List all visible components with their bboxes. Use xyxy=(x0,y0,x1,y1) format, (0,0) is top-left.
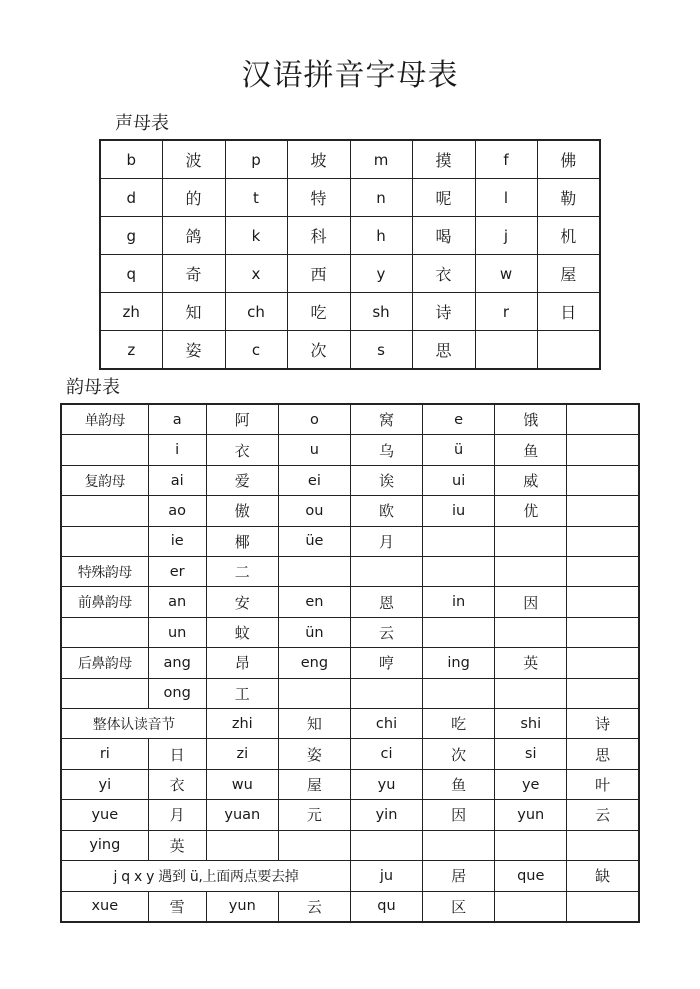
zhengti-row xyxy=(61,800,639,830)
zhengti-row xyxy=(61,769,639,799)
yunmu-pinyin-cell: e xyxy=(423,404,495,435)
shengmu-hanzi-cell: 次 xyxy=(287,331,350,370)
shengmu-pinyin-cell: x xyxy=(225,255,287,293)
shengmu-hanzi-cell: 西 xyxy=(287,255,350,293)
yunmu-pinyin-cell: ing xyxy=(423,648,495,678)
zhengti-pinyin-cell: si xyxy=(495,739,567,769)
yunmu-pinyin-cell: ie xyxy=(148,526,206,556)
yunmu-hanzi-cell: 优 xyxy=(495,496,567,526)
zhengti-hanzi-cell: 姿 xyxy=(278,739,350,769)
shengmu-pinyin-cell: g xyxy=(100,217,162,255)
shengmu-hanzi-cell: 知 xyxy=(162,293,225,331)
shengmu-row xyxy=(100,217,600,255)
rule-pinyin-cell: yun xyxy=(206,891,278,922)
shengmu-hanzi-cell: 坡 xyxy=(287,140,350,179)
yunmu-hanzi-cell xyxy=(350,678,422,708)
rule-hanzi-cell: 缺 xyxy=(567,861,639,891)
zhengti-row xyxy=(61,830,639,860)
yunmu-hanzi-cell: 云 xyxy=(350,617,422,647)
yunmu-pinyin-cell: a xyxy=(148,404,206,435)
yunmu-pinyin-cell xyxy=(567,496,639,526)
yunmu-hanzi-cell xyxy=(495,617,567,647)
zhengti-pinyin-cell: yu xyxy=(350,769,422,799)
yunmu-hanzi-cell: 鱼 xyxy=(495,435,567,465)
rule-pinyin-cell: xue xyxy=(61,891,148,922)
shengmu-pinyin-cell: t xyxy=(225,179,287,217)
yunmu-row xyxy=(61,435,639,465)
shengmu-hanzi-cell: 呢 xyxy=(412,179,475,217)
shengmu-hanzi-cell: 思 xyxy=(412,331,475,370)
yunmu-pinyin-cell xyxy=(567,435,639,465)
yunmu-hanzi-cell xyxy=(350,557,422,587)
yunmu-row xyxy=(61,404,639,435)
yunmu-hanzi-cell: 窝 xyxy=(350,404,422,435)
yunmu-hanzi-cell: 威 xyxy=(495,465,567,495)
zhengti-hanzi-cell: 诗 xyxy=(567,709,639,739)
yunmu-pinyin-cell: ang xyxy=(148,648,206,678)
yunmu-row xyxy=(61,617,639,647)
zhengti-pinyin-cell xyxy=(350,830,422,860)
shengmu-hanzi-cell: 屋 xyxy=(537,255,600,293)
zhengti-header-row xyxy=(61,709,639,739)
yunmu-pinyin-cell: üe xyxy=(278,526,350,556)
yunmu-row xyxy=(61,648,639,678)
yunmu-pinyin-cell xyxy=(423,526,495,556)
shengmu-hanzi-cell: 衣 xyxy=(412,255,475,293)
zhengti-hanzi-cell xyxy=(278,830,350,860)
zhengti-pinyin-cell: ci xyxy=(350,739,422,769)
zhengti-hanzi-cell: 日 xyxy=(148,739,206,769)
zhengti-hanzi-cell: 知 xyxy=(278,709,350,739)
shengmu-pinyin-cell: l xyxy=(475,179,537,217)
yunmu-hanzi-cell xyxy=(495,678,567,708)
yunmu-hanzi-cell: 安 xyxy=(206,587,278,617)
rule-pinyin-cell: qu xyxy=(350,891,422,922)
zhengti-hanzi-cell: 屋 xyxy=(278,769,350,799)
yunmu-pinyin-cell xyxy=(567,465,639,495)
shengmu-row xyxy=(100,255,600,293)
zhengti-pinyin-cell: zi xyxy=(206,739,278,769)
yunmu-row xyxy=(61,587,639,617)
yunmu-hanzi-cell xyxy=(495,557,567,587)
yunmu-category-cell: 复韵母 xyxy=(61,465,148,495)
yunmu-pinyin-cell xyxy=(567,526,639,556)
yunmu-row xyxy=(61,526,639,556)
shengmu-row xyxy=(100,293,600,331)
yunmu-pinyin-cell xyxy=(567,617,639,647)
zhengti-pinyin-cell xyxy=(495,830,567,860)
rule-pinyin-cell: que xyxy=(495,861,567,891)
yunmu-pinyin-cell xyxy=(423,557,495,587)
yunmu-pinyin-cell: u xyxy=(278,435,350,465)
yunmu-pinyin-cell: ong xyxy=(148,678,206,708)
yunmu-hanzi-cell: 饿 xyxy=(495,404,567,435)
zhengti-label-cell: 整体认读音节 xyxy=(61,709,206,739)
zhengti-hanzi-cell: 衣 xyxy=(148,769,206,799)
zhengti-pinyin-cell: shi xyxy=(495,709,567,739)
shengmu-pinyin-cell: n xyxy=(350,179,412,217)
zhengti-pinyin-cell: zhi xyxy=(206,709,278,739)
yunmu-hanzi-cell: 工 xyxy=(206,678,278,708)
shengmu-hanzi-cell: 机 xyxy=(537,217,600,255)
zhengti-pinyin-cell: ri xyxy=(61,739,148,769)
shengmu-pinyin-cell: d xyxy=(100,179,162,217)
yunmu-row xyxy=(61,465,639,495)
yunmu-hanzi-cell: 爱 xyxy=(206,465,278,495)
zhengti-hanzi-cell: 元 xyxy=(278,800,350,830)
shengmu-hanzi-cell: 波 xyxy=(162,140,225,179)
yunmu-pinyin-cell: ao xyxy=(148,496,206,526)
zhengti-hanzi-cell: 叶 xyxy=(567,769,639,799)
shengmu-pinyin-cell: c xyxy=(225,331,287,370)
yunmu-hanzi-cell: 衣 xyxy=(206,435,278,465)
zhengti-hanzi-cell xyxy=(567,830,639,860)
yunmu-pinyin-cell: an xyxy=(148,587,206,617)
shengmu-hanzi-cell: 勒 xyxy=(537,179,600,217)
shengmu-hanzi-cell: 诗 xyxy=(412,293,475,331)
yunmu-hanzi-cell: 欧 xyxy=(350,496,422,526)
zhengti-hanzi-cell: 吃 xyxy=(423,709,495,739)
yunmu-hanzi-cell: 诶 xyxy=(350,465,422,495)
zhengti-hanzi-cell: 因 xyxy=(423,800,495,830)
yunmu-row xyxy=(61,678,639,708)
yunmu-pinyin-cell: ün xyxy=(278,617,350,647)
shengmu-hanzi-cell: 鸽 xyxy=(162,217,225,255)
shengmu-pinyin-cell: w xyxy=(475,255,537,293)
yunmu-category-cell xyxy=(61,678,148,708)
yunmu-table xyxy=(60,403,640,923)
yunmu-pinyin-cell: ui xyxy=(423,465,495,495)
yunmu-pinyin-cell: in xyxy=(423,587,495,617)
zhengti-pinyin-cell: yin xyxy=(350,800,422,830)
yunmu-pinyin-cell xyxy=(567,678,639,708)
shengmu-hanzi-cell: 科 xyxy=(287,217,350,255)
yunmu-pinyin-cell xyxy=(567,648,639,678)
shengmu-hanzi-cell: 喝 xyxy=(412,217,475,255)
zhengti-pinyin-cell: wu xyxy=(206,769,278,799)
shengmu-hanzi-cell: 特 xyxy=(287,179,350,217)
shengmu-hanzi-cell: 摸 xyxy=(412,140,475,179)
rule-pinyin-cell xyxy=(495,891,567,922)
zhengti-hanzi-cell: 英 xyxy=(148,830,206,860)
zhengti-pinyin-cell: ye xyxy=(495,769,567,799)
yunmu-hanzi-cell: 蚊 xyxy=(206,617,278,647)
yunmu-row xyxy=(61,496,639,526)
shengmu-pinyin-cell: q xyxy=(100,255,162,293)
shengmu-pinyin-cell: j xyxy=(475,217,537,255)
rule-note-cell: j q x y 遇到 ü,上面两点要去掉 xyxy=(61,861,350,891)
shengmu-hanzi-cell: 的 xyxy=(162,179,225,217)
yunmu-hanzi-cell xyxy=(495,526,567,556)
rule-hanzi-cell xyxy=(567,891,639,922)
yunmu-hanzi-cell: 乌 xyxy=(350,435,422,465)
shengmu-pinyin-cell: sh xyxy=(350,293,412,331)
yunmu-pinyin-cell: iu xyxy=(423,496,495,526)
shengmu-hanzi-cell: 吃 xyxy=(287,293,350,331)
yunmu-pinyin-cell: o xyxy=(278,404,350,435)
yunmu-pinyin-cell: ü xyxy=(423,435,495,465)
zhengti-hanzi-cell: 月 xyxy=(148,800,206,830)
shengmu-pinyin-cell: s xyxy=(350,331,412,370)
yunmu-pinyin-cell: ai xyxy=(148,465,206,495)
zhengti-hanzi-cell: 云 xyxy=(567,800,639,830)
yunmu-hanzi-cell: 昂 xyxy=(206,648,278,678)
zhengti-pinyin-cell: chi xyxy=(350,709,422,739)
shengmu-pinyin-cell: h xyxy=(350,217,412,255)
yunmu-pinyin-cell xyxy=(567,587,639,617)
yunmu-category-cell: 单韵母 xyxy=(61,404,148,435)
rule-header-row xyxy=(61,861,639,891)
shengmu-pinyin-cell: f xyxy=(475,140,537,179)
yunmu-hanzi-cell: 哼 xyxy=(350,648,422,678)
page-title: 汉语拼音字母表 xyxy=(241,58,459,93)
zhengti-hanzi-cell: 次 xyxy=(423,739,495,769)
yunmu-category-cell: 特殊韵母 xyxy=(61,557,148,587)
shengmu-row xyxy=(100,331,600,370)
shengmu-hanzi-cell: 佛 xyxy=(537,140,600,179)
shengmu-table xyxy=(99,139,601,370)
shengmu-section-label: 声母表 xyxy=(115,113,169,134)
zhengti-pinyin-cell: yue xyxy=(61,800,148,830)
shengmu-pinyin-cell: k xyxy=(225,217,287,255)
shengmu-pinyin-cell: b xyxy=(100,140,162,179)
yunmu-category-cell: 前鼻韵母 xyxy=(61,587,148,617)
yunmu-hanzi-cell: 傲 xyxy=(206,496,278,526)
zhengti-hanzi-cell: 鱼 xyxy=(423,769,495,799)
yunmu-pinyin-cell xyxy=(423,617,495,647)
yunmu-pinyin-cell: un xyxy=(148,617,206,647)
yunmu-pinyin-cell xyxy=(423,678,495,708)
shengmu-pinyin-cell: z xyxy=(100,331,162,370)
yunmu-category-cell xyxy=(61,617,148,647)
rule-pinyin-cell: ju xyxy=(350,861,422,891)
shengmu-hanzi-cell: 奇 xyxy=(162,255,225,293)
yunmu-category-cell xyxy=(61,435,148,465)
shengmu-pinyin-cell: m xyxy=(350,140,412,179)
rule-hanzi-cell: 云 xyxy=(278,891,350,922)
zhengti-row xyxy=(61,739,639,769)
shengmu-pinyin-cell: r xyxy=(475,293,537,331)
yunmu-pinyin-cell: i xyxy=(148,435,206,465)
yunmu-hanzi-cell: 月 xyxy=(350,526,422,556)
yunmu-hanzi-cell: 阿 xyxy=(206,404,278,435)
rule-hanzi-cell: 居 xyxy=(423,861,495,891)
shengmu-pinyin-cell: p xyxy=(225,140,287,179)
rule-hanzi-cell: 雪 xyxy=(148,891,206,922)
yunmu-pinyin-cell: er xyxy=(148,557,206,587)
rule-hanzi-cell: 区 xyxy=(423,891,495,922)
yunmu-pinyin-cell: ou xyxy=(278,496,350,526)
shengmu-pinyin-cell: y xyxy=(350,255,412,293)
yunmu-pinyin-cell xyxy=(278,678,350,708)
yunmu-section-label: 韵母表 xyxy=(66,377,120,398)
zhengti-pinyin-cell: yun xyxy=(495,800,567,830)
yunmu-hanzi-cell: 二 xyxy=(206,557,278,587)
yunmu-pinyin-cell: en xyxy=(278,587,350,617)
yunmu-row xyxy=(61,557,639,587)
shengmu-hanzi-cell: 日 xyxy=(537,293,600,331)
shengmu-row xyxy=(100,179,600,217)
yunmu-hanzi-cell: 椰 xyxy=(206,526,278,556)
yunmu-category-cell xyxy=(61,496,148,526)
shengmu-row xyxy=(100,140,600,179)
shengmu-pinyin-cell: zh xyxy=(100,293,162,331)
zhengti-pinyin-cell: yuan xyxy=(206,800,278,830)
yunmu-pinyin-cell xyxy=(567,557,639,587)
rule-row xyxy=(61,891,639,922)
shengmu-pinyin-cell xyxy=(475,331,537,370)
yunmu-pinyin-cell xyxy=(567,404,639,435)
yunmu-hanzi-cell: 恩 xyxy=(350,587,422,617)
shengmu-hanzi-cell xyxy=(537,331,600,370)
zhengti-pinyin-cell: yi xyxy=(61,769,148,799)
yunmu-pinyin-cell: eng xyxy=(278,648,350,678)
zhengti-pinyin-cell: ying xyxy=(61,830,148,860)
yunmu-pinyin-cell xyxy=(278,557,350,587)
yunmu-pinyin-cell: ei xyxy=(278,465,350,495)
zhengti-hanzi-cell: 思 xyxy=(567,739,639,769)
yunmu-category-cell: 后鼻韵母 xyxy=(61,648,148,678)
yunmu-category-cell xyxy=(61,526,148,556)
yunmu-hanzi-cell: 英 xyxy=(495,648,567,678)
shengmu-hanzi-cell: 姿 xyxy=(162,331,225,370)
shengmu-pinyin-cell: ch xyxy=(225,293,287,331)
zhengti-hanzi-cell xyxy=(423,830,495,860)
zhengti-pinyin-cell xyxy=(206,830,278,860)
yunmu-hanzi-cell: 因 xyxy=(495,587,567,617)
